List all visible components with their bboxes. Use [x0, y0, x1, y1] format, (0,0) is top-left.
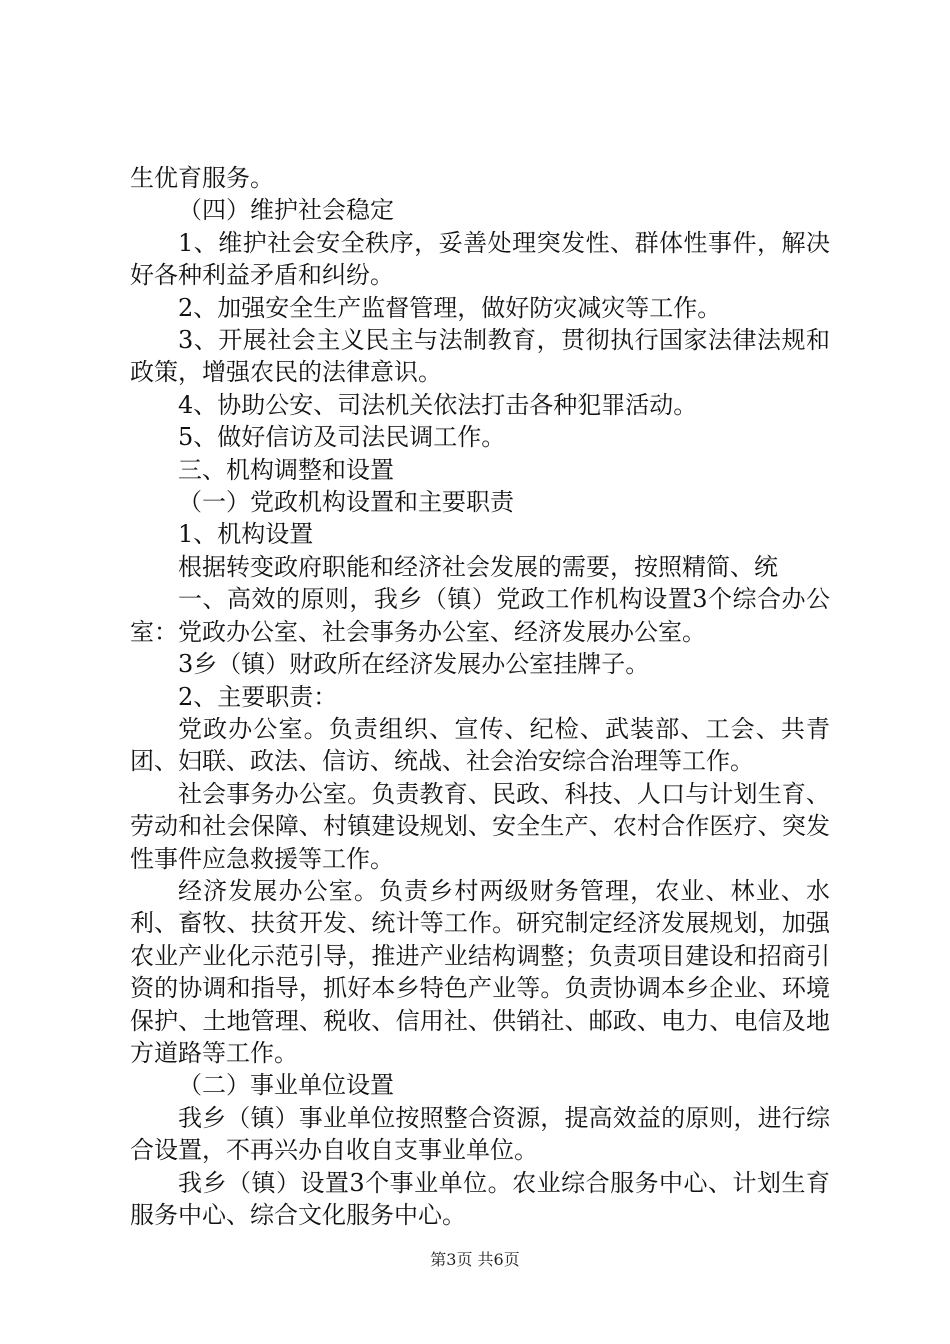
paragraph: 生优育服务。: [130, 164, 274, 192]
paragraph: 一、高效的原则，我乡（镇）党政工作机构设置3个综合办公室：党政办公室、社会事务办公室、经济发展办公室。: [130, 585, 830, 646]
paragraph: （四）维护社会稳定: [178, 196, 394, 225]
paragraph: （二）事业单位设置: [178, 1071, 394, 1100]
paragraph: 社会事务办公室。负责教育、民政、科技、人口与计划生育、劳动和社会保障、村镇建设规划、安全生产、农村合作医疗、突发性事件应急救援等工作。: [130, 779, 830, 873]
paragraph: 4、协助公安、司法机关依法打击各种犯罪活动。: [178, 390, 698, 419]
paragraph: 三、机构调整和设置: [178, 455, 394, 484]
paragraph: （一）党政机构设置和主要职责: [178, 488, 514, 517]
paragraph: 3、开展社会主义民主与法制教育，贯彻执行国家法律法规和政策，增强农民的法律意识。: [130, 326, 830, 387]
paragraph: 我乡（镇）事业单位按照整合资源，提高效益的原则，进行综合设置，不再兴办自收自支事业单位。: [130, 1103, 830, 1165]
paragraph: 2、加强安全生产监督管理，做好防灾减灾等工作。: [178, 293, 722, 322]
paragraph: 根据转变政府职能和经济社会发展的需要，按照精简、统: [178, 552, 778, 581]
paragraph: 经济发展办公室。负责乡村两级财务管理，农业、林业、水利、畜牧、扶贫开发、统计等工作。研究制定经济发展规划，加强农业产业化示范引导，推进产业结构调整；负责项目建设和招商引资的协调和指导，抓好本乡特色产业等。负责协调本乡企业、环境保护、土地管理、税收、信用社、供销社、邮政、电力、电信及地方道路等工作。: [130, 876, 830, 1067]
paragraph: 3乡（镇）财政所在经济发展办公室挂牌子。: [178, 650, 650, 679]
page-footer: 第3页 共6页: [430, 1250, 520, 1269]
paragraph: 2、主要职责：: [178, 682, 338, 711]
paragraph: 我乡（镇）设置3个事业单位。农业综合服务中心、计划生育服务中心、综合文化服务中心。: [130, 1168, 830, 1229]
paragraph: 5、做好信访及司法民调工作。: [178, 423, 506, 452]
paragraph: 1、维护社会安全秩序，妥善处理突发性、群体性事件，解决好各种利益矛盾和纠纷。: [130, 228, 830, 290]
document-body: [130, 162, 830, 1231]
paragraph: 党政办公室。负责组织、宣传、纪检、武装部、工会、共青团、妇联、政法、信访、统战、社会治安综合治理等工作。: [130, 714, 830, 776]
paragraph: 1、机构设置: [178, 520, 314, 549]
